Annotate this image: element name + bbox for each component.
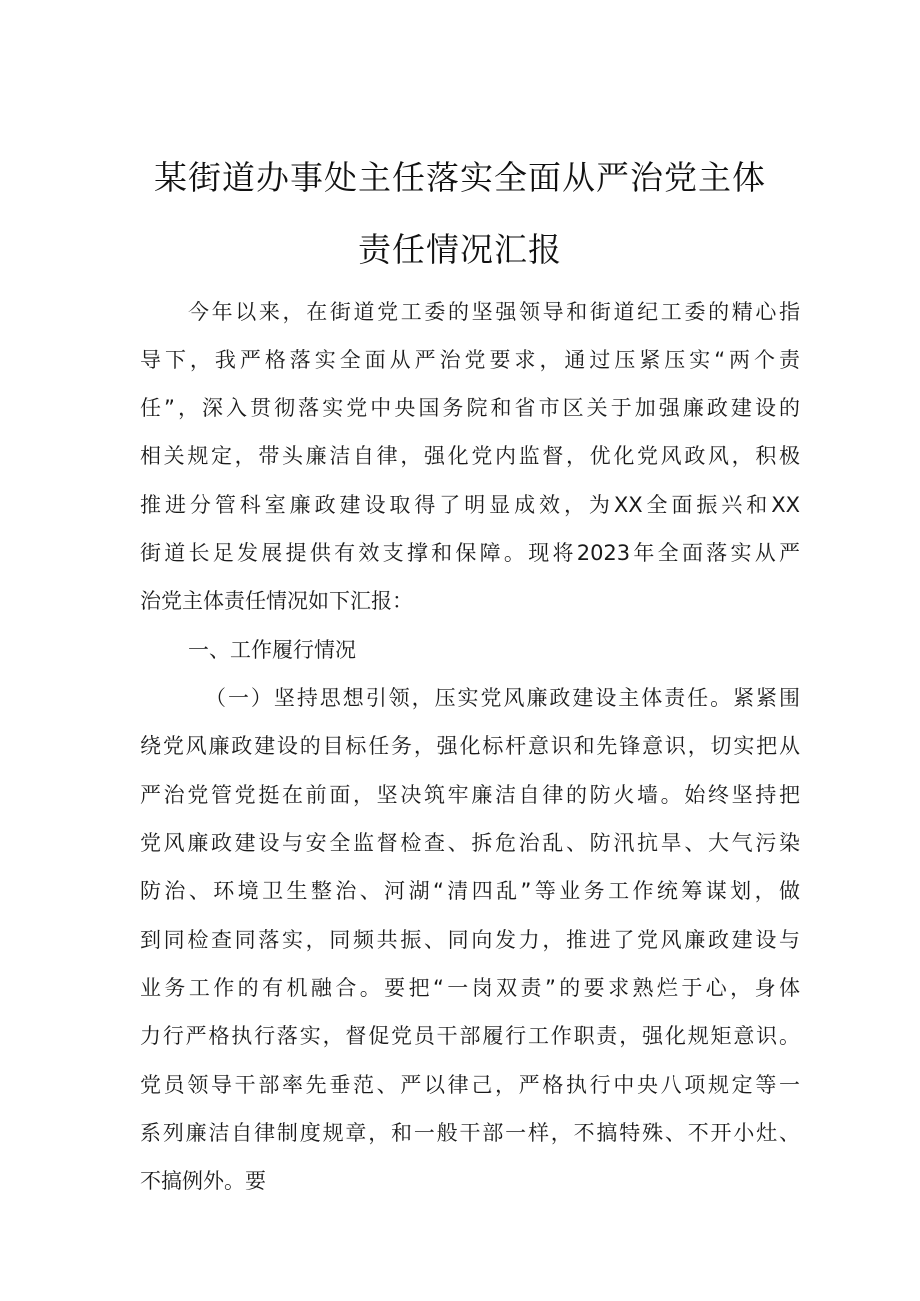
- section-heading: 一、工作履行情况: [188, 638, 356, 662]
- intro-line: 推进分管科室廉政建设取得了明显成效，为XX全面振兴和XX: [140, 493, 800, 517]
- body-line: 系列廉洁自律制度规章，和一般干部一样，不搞特殊、不开小灶、: [140, 1121, 800, 1145]
- body-line: 党风廉政建设与安全监督检查、拆危治乱、防汛抗旱、大气污染: [140, 831, 800, 855]
- intro-line: 治党主体责任情况如下汇报：: [140, 589, 413, 613]
- document-title-line-2: 责任情况汇报: [358, 230, 562, 269]
- intro-line: 街道长足发展提供有效支撑和保障。现将2023年全面落实从严: [140, 541, 800, 565]
- body-line: 严治党管党挺在前面，坚决筑牢廉洁自律的防火墙。始终坚持把: [140, 783, 800, 807]
- body-line: （一）坚持思想引领，压实党风廉政建设主体责任。紧紧围: [205, 686, 800, 710]
- intro-line: 相关规定，带头廉洁自律，强化党内监督，优化党风政风，积极: [140, 444, 800, 468]
- body-line: 到同检查同落实，同频共振、同向发力，推进了党风廉政建设与: [140, 928, 800, 952]
- intro-line: 导下，我严格落实全面从严治党要求，通过压紧压实“两个责: [140, 348, 800, 372]
- body-line: 防治、环境卫生整治、河湖“清四乱”等业务工作统筹谋划，做: [140, 879, 800, 903]
- intro-line: 今年以来，在街道党工委的坚强领导和街道纪工委的精心指: [188, 300, 800, 324]
- intro-line: 任”，深入贯彻落实党中央国务院和省市区关于加强廉政建设的: [140, 396, 800, 420]
- body-line: 力行严格执行落实，督促党员干部履行工作职责，强化规矩意识。: [140, 1024, 800, 1048]
- body-line: 绕党风廉政建设的目标任务，强化标杆意识和先锋意识，切实把从: [140, 734, 800, 758]
- body-line: 不搞例外。要: [140, 1169, 266, 1193]
- body-line: 业务工作的有机融合。要把“一岗双责”的要求熟烂于心，身体: [140, 976, 800, 1000]
- body-line: 党员领导干部率先垂范、严以律己，严格执行中央八项规定等一: [140, 1073, 800, 1097]
- document-title-line-1: 某街道办事处主任落实全面从严治党主体: [154, 158, 766, 197]
